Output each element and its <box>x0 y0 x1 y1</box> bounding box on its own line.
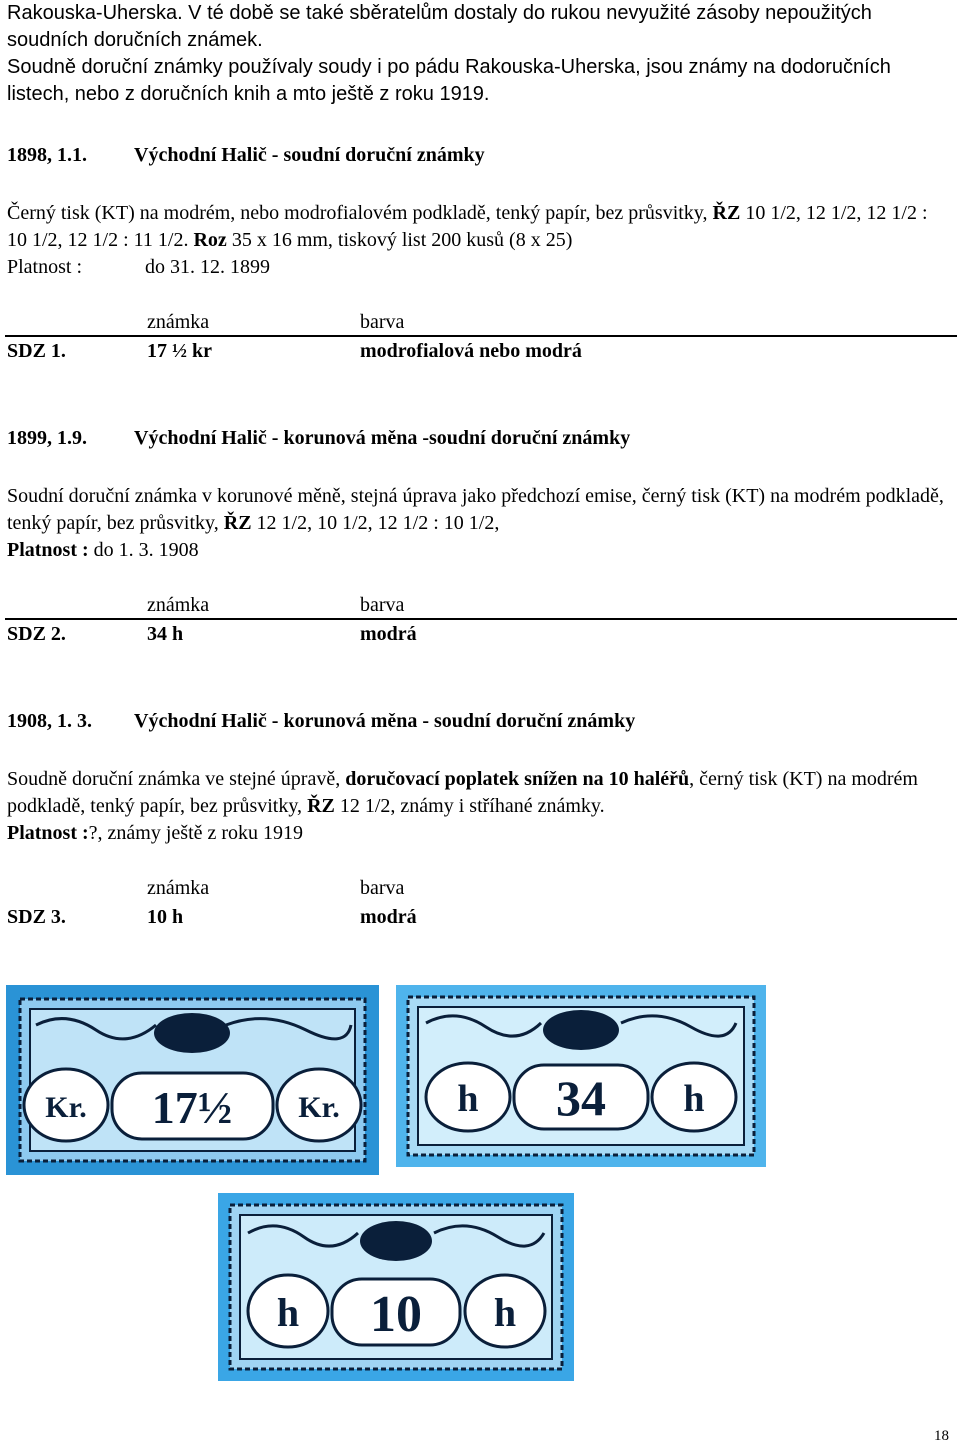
desc-text: 12 1/2, 10 1/2, 12 1/2 : 10 1/2, <box>251 512 500 534</box>
column-header-stamp: známka <box>147 594 210 616</box>
stamp-image-sdz-1 <box>6 985 379 1175</box>
validity-value: do 1. 3. 1908 <box>88 539 199 561</box>
section-1-heading <box>7 142 485 168</box>
stamp-left-label: h <box>276 1290 300 1335</box>
intro-line-2: Soudně doruční známky používaly soudy i po pádu Rakouska-Uherska, jsou známy na dodoručních listech, nebo z doručních knih a mto ještě z roku 1919. <box>7 56 891 105</box>
desc-bold: ŘZ <box>712 202 741 224</box>
section-1-title: Východní Halič - soudní doruční známky <box>134 144 485 166</box>
section-3-heading <box>7 708 635 734</box>
column-header-color: barva <box>360 311 405 333</box>
intro-text <box>7 0 952 108</box>
stamp-svg <box>6 985 379 1175</box>
desc-text: 35 x 16 mm, tiskový list 200 kusů (8 x 25) <box>226 229 573 251</box>
section-3-date: 1908, 1. 3. <box>7 710 92 732</box>
desc-text: 12 1/2, známy i stříhané známky. <box>334 795 605 817</box>
section-3-description <box>7 766 952 847</box>
section-1-description <box>7 200 952 281</box>
sdz-1-id: SDZ 1. <box>7 340 66 362</box>
validity-value: do 31. 12. 1899 <box>145 256 270 278</box>
section-2-date: 1899, 1.9. <box>7 427 87 449</box>
desc-bold: Roz <box>193 229 227 251</box>
stamp-svg <box>218 1193 574 1381</box>
stamp-left-label: h <box>457 1078 479 1120</box>
desc-text: 10 1/2, 12 1/2, 12 1/2 : 10 1/2, 12 1/2 : 11 1/2. <box>7 202 928 251</box>
sdz-3-color: modrá <box>360 906 417 928</box>
desc-text: Soudní doruční známka v korunové měně, stejná úprava jako předchozí emise, černý tisk (KT) na modrém podkladě, tenký papír, bez průsvitky, <box>7 485 944 534</box>
page-number: 18 <box>934 1428 949 1444</box>
section-3-validity <box>7 820 952 847</box>
stamp-center-label: 10 <box>370 1286 422 1343</box>
sdz-2-value: 34 h <box>147 623 184 645</box>
validity-label: Platnost : <box>7 539 89 561</box>
desc-bold: ŘZ <box>223 512 252 534</box>
desc-bold: ŘZ <box>307 795 335 817</box>
stamp-svg <box>396 985 766 1167</box>
sdz-3-id: SDZ 3. <box>7 906 66 928</box>
eagle-emblem-icon <box>154 1013 230 1053</box>
stamp-image-sdz-2 <box>396 985 766 1167</box>
stamp-center-label: 34 <box>556 1070 606 1126</box>
validity-label: Platnost : <box>7 822 89 844</box>
desc-text: Černý tisk (KT) na modrém, nebo modrofialovém podkladě, tenký papír, bez průsvitky, <box>7 202 713 224</box>
section-1-date: 1898, 1.1. <box>7 144 87 166</box>
stamp-right-label: h <box>683 1078 705 1120</box>
section-2-heading <box>7 425 630 451</box>
eagle-emblem-icon <box>360 1221 432 1261</box>
stamp-right-label: Kr. <box>298 1091 340 1124</box>
column-header-stamp: známka <box>147 877 210 899</box>
sdz-2-color: modrá <box>360 623 417 645</box>
sdz-1-value: 17 ½ kr <box>147 340 212 362</box>
column-header-color: barva <box>360 594 405 616</box>
desc-text: Soudně doruční známka ve stejné úpravě, <box>7 768 346 790</box>
stamp-center-label: 17½ <box>151 1082 233 1133</box>
desc-text: , černý tisk (KT) na modrém podkladě, tenký papír, bez průsvitky, <box>7 768 918 817</box>
table-rule <box>5 335 957 337</box>
sdz-3-value: 10 h <box>147 906 184 928</box>
stamp-image-sdz-3 <box>218 1193 574 1381</box>
sdz-2-id: SDZ 2. <box>7 623 66 645</box>
column-header-stamp: známka <box>147 311 210 333</box>
desc-bold: doručovací poplatek snížen na 10 haléřů <box>345 768 690 790</box>
column-header-color: barva <box>360 877 405 899</box>
eagle-emblem-icon <box>543 1010 619 1050</box>
section-2-title: Východní Halič - korunová měna -soudní doruční známky <box>134 427 631 449</box>
section-2-description <box>7 483 952 564</box>
intro-line-1: Rakouska-Uherska. V té době se také sběratelům dostaly do rukou nevyužité zásoby nepoužitých soudních doručních známek. <box>7 2 872 51</box>
validity-value: ?, známy ještě z roku 1919 <box>88 822 304 844</box>
validity-label: Platnost : <box>7 256 83 278</box>
section-1-validity <box>7 254 952 281</box>
section-2-validity <box>7 537 952 564</box>
section-3-title: Východní Halič - korunová měna - soudní doruční známky <box>134 710 636 732</box>
stamp-right-label: h <box>493 1290 517 1335</box>
sdz-1-color: modrofialová nebo modrá <box>360 340 582 362</box>
stamp-left-label: Kr. <box>45 1091 87 1124</box>
table-rule <box>5 618 957 620</box>
